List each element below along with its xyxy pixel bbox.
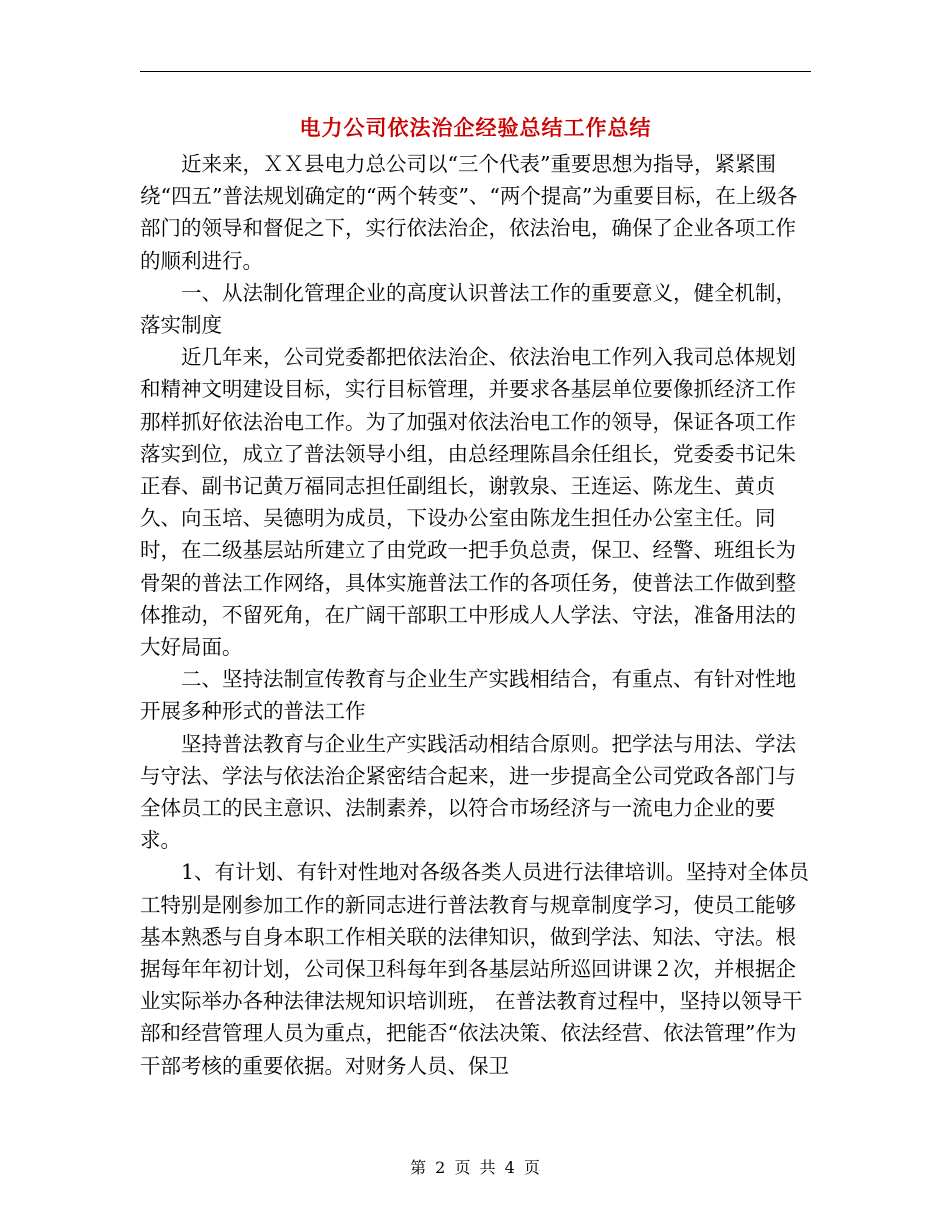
document-title: 电力公司依法治企经验总结工作总结 [299, 115, 652, 140]
paragraph-intro: 近来来，ＸＸ县电力总公司以“三个代表”重要思想为指导，紧紧围绕“四五”普法规划确定的“两个转变”、“两个提高”为重要目标，在上级各部门的领导和督促之下，实行依法治企，依法治电，确保了企业各项工作的顺利进行。 [140, 152, 798, 273]
section-heading-2: 二、坚持法制宣传教育与企业生产实践相结合，有重点、有针对性地开展多种形式的普法工作 [140, 667, 796, 724]
paragraph-section-2: 坚持普法教育与企业生产实践活动相结合原则。把学法与用法、学法与守法、学法与依法治企紧密结合起来，进一步提高全公司党政各部门与全体员工的民主意识、法制素养，以符合市场经济与一流电力企业的要求。 [140, 731, 796, 853]
document-body [140, 148, 815, 1082]
section-heading-1: 一、从法制化管理企业的高度认识普法工作的重要意义，健全机制，落实制度 [140, 280, 796, 338]
paragraph-item-1: 1、有计划、有针对性地对各级各类人员进行法律培训。坚持对全体员工特别是刚参加工作的新同志进行普法教育与规章制度学习，使员工能够基本熟悉与自身本职工作相关联的法律知识，做到学法、知法、守法。根据每年年初计划，公司保卫科每年到各基层站所巡回讲课２次，并根据企业实际举办各种法律法规知识培训班， 在普法教育过程中，坚持以领导干部和经营管理人员为重点，把能否“依法决策、依法经营、依法管理”作为干部考核的重要依据。对财务人员、保卫 [140, 860, 810, 1078]
header-rule [140, 71, 811, 72]
page-number: 第 2 页 共 4 页 [410, 1158, 540, 1177]
paragraph-section-1: 近几年来，公司党委都把依法治企、依法治电工作列入我司总体规划和精神文明建设目标，实行目标管理，并要求各基层单位要像抓经济工作那样抓好依法治电工作。为了加强对依法治电工作的领导，保证各项工作落实到位，成立了普法领导小组，由总经理陈昌余任组长，党委委书记朱正春、副书记黄万福同志担任副组长，谢敦泉、王连运、陈龙生、黄贞久、向玉培、吴德明为成员，下设办公室由陈龙生担任办公室主任。同时，在二级基层站所建立了由党政一把手负总责，保卫、经警、班组长为骨架的普法工作网络，具体实施普法工作的各项任务，使普法工作做到整体推动，不留死角，在广阔干部职工中形成人人学法、守法，准备用法的大好局面。 [140, 345, 796, 660]
